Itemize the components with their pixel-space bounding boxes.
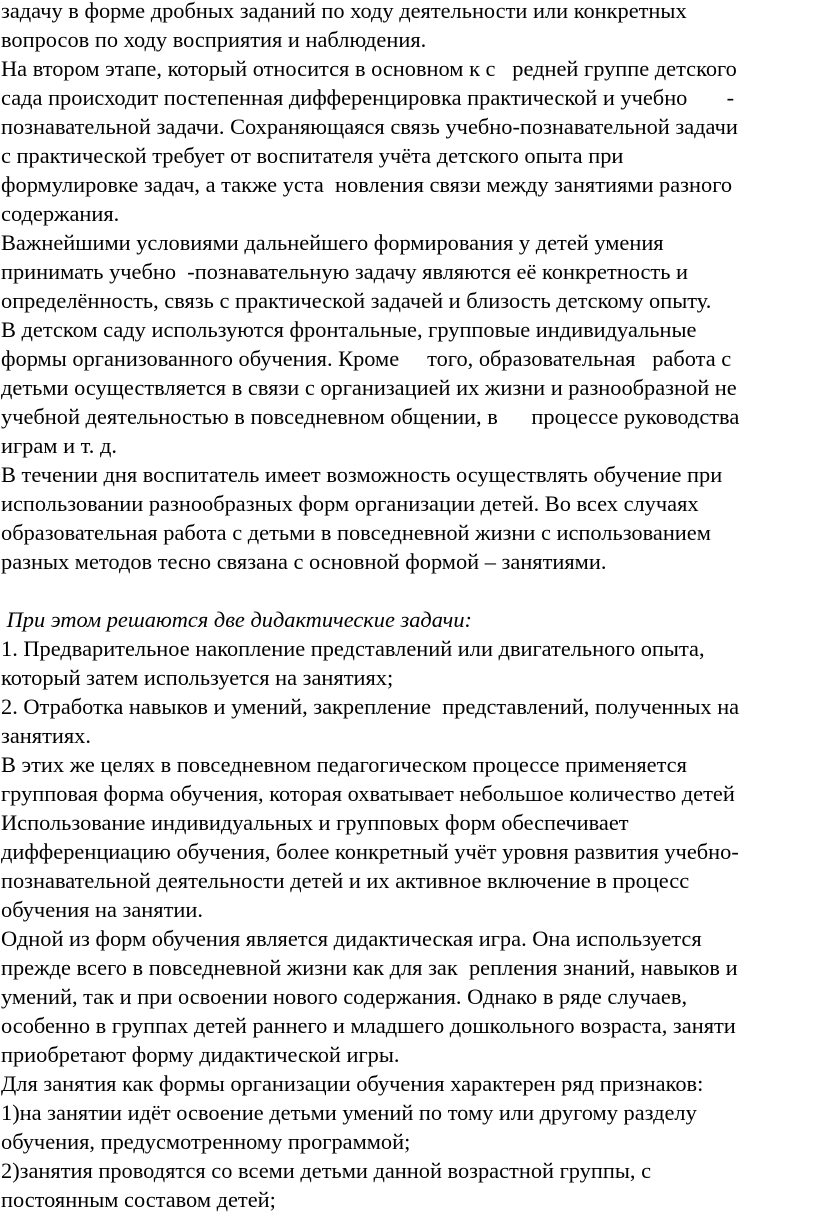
text-line: особенно в группах детей раннего и младшего дошкольного возраста, заняти (1, 1013, 736, 1038)
text-line: использовании разнообразных форм организации детей. Во всех случаях (1, 491, 699, 516)
text-line: формы организованного обучения. Кроме того, образовательная работа с (1, 346, 732, 371)
text-line: познавательной задачи. Сохраняющаяся связь учебно-познавательной задачи (1, 114, 738, 139)
text-line: обучения на занятии. (1, 897, 203, 922)
text-line: познавательной деятельности детей и их активное включение в процесс (1, 868, 690, 893)
text-line: приобретают форму дидактической игры. (1, 1042, 400, 1067)
text-line: 2)занятия проводятся со всеми детьми данной возрастной группы, с (1, 1158, 652, 1183)
text-line: В течении дня воспитатель имеет возможность осуществлять обучение при (1, 462, 723, 487)
text-line: формулировке задач, а также уста новления связи между занятиями разного (1, 172, 733, 197)
text-line: групповая форма обучения, которая охватывает небольшое количество детей (1, 781, 735, 806)
text-line: постоянным составом детей; (1, 1187, 276, 1212)
text-line: играм и т. д. (1, 433, 117, 458)
text-line: учебной деятельностью в повседневном общении, в процессе руководства (1, 404, 740, 429)
text-line: Одной из форм обучения является дидактическая игра. Она используется (1, 926, 702, 951)
paragraph-gap (1, 576, 816, 605)
text-line: Использование индивидуальных и групповых форм обеспечивает (1, 810, 629, 835)
text-line: детьми осуществляется в связи с организацией их жизни и разнообразной не (1, 375, 737, 400)
text-line: вопросов по ходу восприятия и наблюдения. (1, 27, 427, 52)
text-line: Важнейшими условиями дальнейшего формирования у детей умения (1, 230, 664, 255)
text-line: с практической требует от воспитателя учёта детского опыта при (1, 143, 624, 168)
text-line: определённость, связь с практической задачей и близость детскому опыту. (1, 288, 712, 313)
text-line: дифференциацию обучения, более конкретный учёт уровня развития учебно- (1, 839, 739, 864)
text-line: прежде всего в повседневной жизни как для зак репления знаний, навыков и (1, 955, 738, 980)
section-heading: При этом решаются две дидактические задачи: (1, 607, 472, 632)
text-line: содержания. (1, 201, 120, 226)
text-line: разных методов тесно связана с основной формой – занятиями. (1, 549, 607, 574)
text-line: образовательная работа с детьми в повседневной жизни с использованием (1, 520, 711, 545)
text-line: принимать учебно -познавательную задачу являются её конкретность и (1, 259, 688, 284)
text-line: В детском саду используются фронтальные, групповые индивидуальные (1, 317, 697, 342)
text-line: который затем используется на занятиях; (1, 665, 394, 690)
text-line: задачу в форме дробных заданий по ходу деятельности или конкретных (1, 0, 687, 23)
text-line: обучения, предусмотренному программой; (1, 1129, 411, 1154)
text-line: На втором этапе, который относится в основном к с редней группе детского (1, 56, 737, 81)
text-line: В этих же целях в повседневном педагогическом процессе применяется (1, 752, 687, 777)
text-line: сада происходит постепенная дифференцировка практической и учебно - (1, 85, 735, 110)
text-line: 1)на занятии идёт освоение детьми умений по тому или другому разделу (1, 1100, 697, 1125)
text-line: 1. Предварительное накопление представлений или двигательного опыта, (1, 636, 705, 661)
text-line: 2. Отработка навыков и умений, закрепление представлений, полученных на (1, 694, 740, 719)
text-line: занятиях. (1, 723, 91, 748)
text-line: Для занятия как формы организации обучения характерен ряд признаков: (1, 1071, 704, 1096)
text-line: умений, так и при освоении нового содержания. Однако в ряде случаев, (1, 984, 688, 1009)
